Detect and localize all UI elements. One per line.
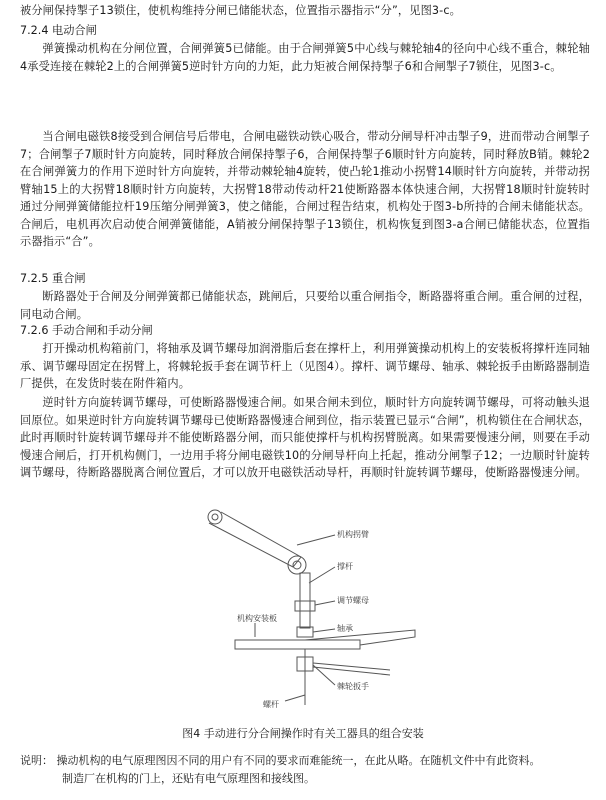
paragraph-7-2-6-b: 逆时针方向旋转调节螺母，可使断路器慢速合闸。如果合闸未到位，顺时针方向旋转调节螺母，可将动触头退回原位。如果逆时针方向旋转调节螺母已使断路器慢速合闸到位，指示装置已显示“合闸”，机构锁住在合闸状态，此时再顺时针旋转调节螺母并不能使断路器分闸，而只能使撑杆与机构拐臂脱离。如果需要慢速分闸，则要在手动慢速合闸后，打开机构侧门，一边用手将分闸电磁铁10的分闸导杆向上托起，推动分闸掣子12；一边顺时针旋转调节螺母，待断路器脱离合闸位置后，才可以放开电磁铁活动导杆，再顺时针旋转调节螺母，使断路器慢速分闸。 [20,396,590,479]
label-strut: 撑杆 [337,562,353,571]
note-label: 说明： [20,754,53,767]
figure-4-svg [185,505,425,720]
leader-crank [297,535,335,545]
crank-pivot [208,510,222,524]
ratchet-wrench-handle [313,663,390,670]
leader-nut [315,601,335,605]
section-heading-7-2-6: 7.2.6 手动合闸和手动分闸 [20,324,153,337]
paragraph-7-2-4-a: 弹簧操动机构在分闸位置，合闸弹簧5已储能。由于合闸弹簧5中心线与棘轮轴4的径向中心线不重合，棘轮轴4承受连接在棘轮2上的合闸弹簧5逆时针方向的力矩，此力矩被合闸保持掣子6和合闸掣子7锁住，见图3-c。 [20,42,590,73]
section-heading-7-2-4: 7.2.4 电动合闸 [20,24,97,37]
leader-strut [309,567,335,583]
ratchet-wrench-handle-edge [313,667,390,675]
paragraph-7-2-4-b: 当合闸电磁铁8接受到合闸信号后带电，合闸电磁铁动铁心吸合，带动分闸导杆冲击掣子9，进而带动合闸掣子7；合闸掣子7顺时针方向旋转，同时释放合闸保持掣子6，合闸保持掣子6顺时针方向旋转，同时释放B销。棘轮2在合闸弹簧力的作用下逆时针方向旋转，并带动棘轮轴4旋转，使凸轮1推动小拐臂14顺时针方向旋转，并带动拐臂轴15上的大拐臂18顺时针方向旋转，大拐臂18带动传动杆21使断路器本体快速合闸，大拐臂18顺时针旋转时通过分闸弹簧储能拉杆19压缩分闸弹簧3，使之储能，合闸过程告结束，机构处于图3-b所持的合闸未储能状态。合闸后，电机再次启动使合闸弹簧储能，A销被分闸保持掣子13锁住，机构恢复到图3-a合闸已储能状态，位置指示器指示“合”。 [20,130,590,248]
figure-4-diagram [185,505,425,720]
note-line-2: 制造厂在机构的门上，还贴有电气原理图和接线图。 [62,772,315,785]
crank-pivot-hole [212,514,218,520]
adjusting-nut-shape [295,601,315,611]
intro-paragraph: 被分闸保持掣子13锁住，使机构维持分闸已储能状态，位置指示器指示“分”，见图3-c。 [20,4,461,17]
mounting-plate-shape [235,640,360,649]
paragraph-7-2-6-a: 打开操动机构箱前门，将轴承及调节螺母加润滑脂后套在撑杆上，利用弹簧操动机构上的安装板将撑杆连同轴承、调节螺母固定在拐臂上，将棘轮扳手套在调节杆上（见图4）。撑杆、调节螺母、轴承、棘轮扳手由断路器制造厂提供，在发货时装在附件箱内。 [20,342,590,390]
leader-bearing [313,629,335,632]
label-ratchet-wrench: 棘轮扳手 [337,682,369,691]
label-screw-rod: 螺杆 [263,700,279,709]
label-bearing: 轴承 [337,624,353,633]
leader-rod [285,695,305,701]
label-crank-arm: 机构拐臂 [337,530,369,539]
crank-end-boss [288,556,306,574]
crank-arm-shape [209,512,301,567]
label-adjusting-nut: 调节螺母 [337,596,369,605]
section-heading-7-2-5: 7.2.5 重合闸 [20,272,86,285]
note-block [20,752,596,788]
figure-caption: 图4 手动进行分合闸操作时有关工器具的组合安装 [182,727,424,740]
note-line-1: 操动机构的电气原理图因不同的用户有不同的要求而难能统一，在此从略。在随机文件中有此资料。 [56,754,541,767]
label-mounting-plate: 机构安装板 [237,614,277,623]
paragraph-7-2-5: 断路器处于合闸及分闸弹簧都已储能状态，跳闸后，只要给以重合闸指令，断路器将重合闸。重合闸的过程，同电动合闸。 [20,290,590,321]
